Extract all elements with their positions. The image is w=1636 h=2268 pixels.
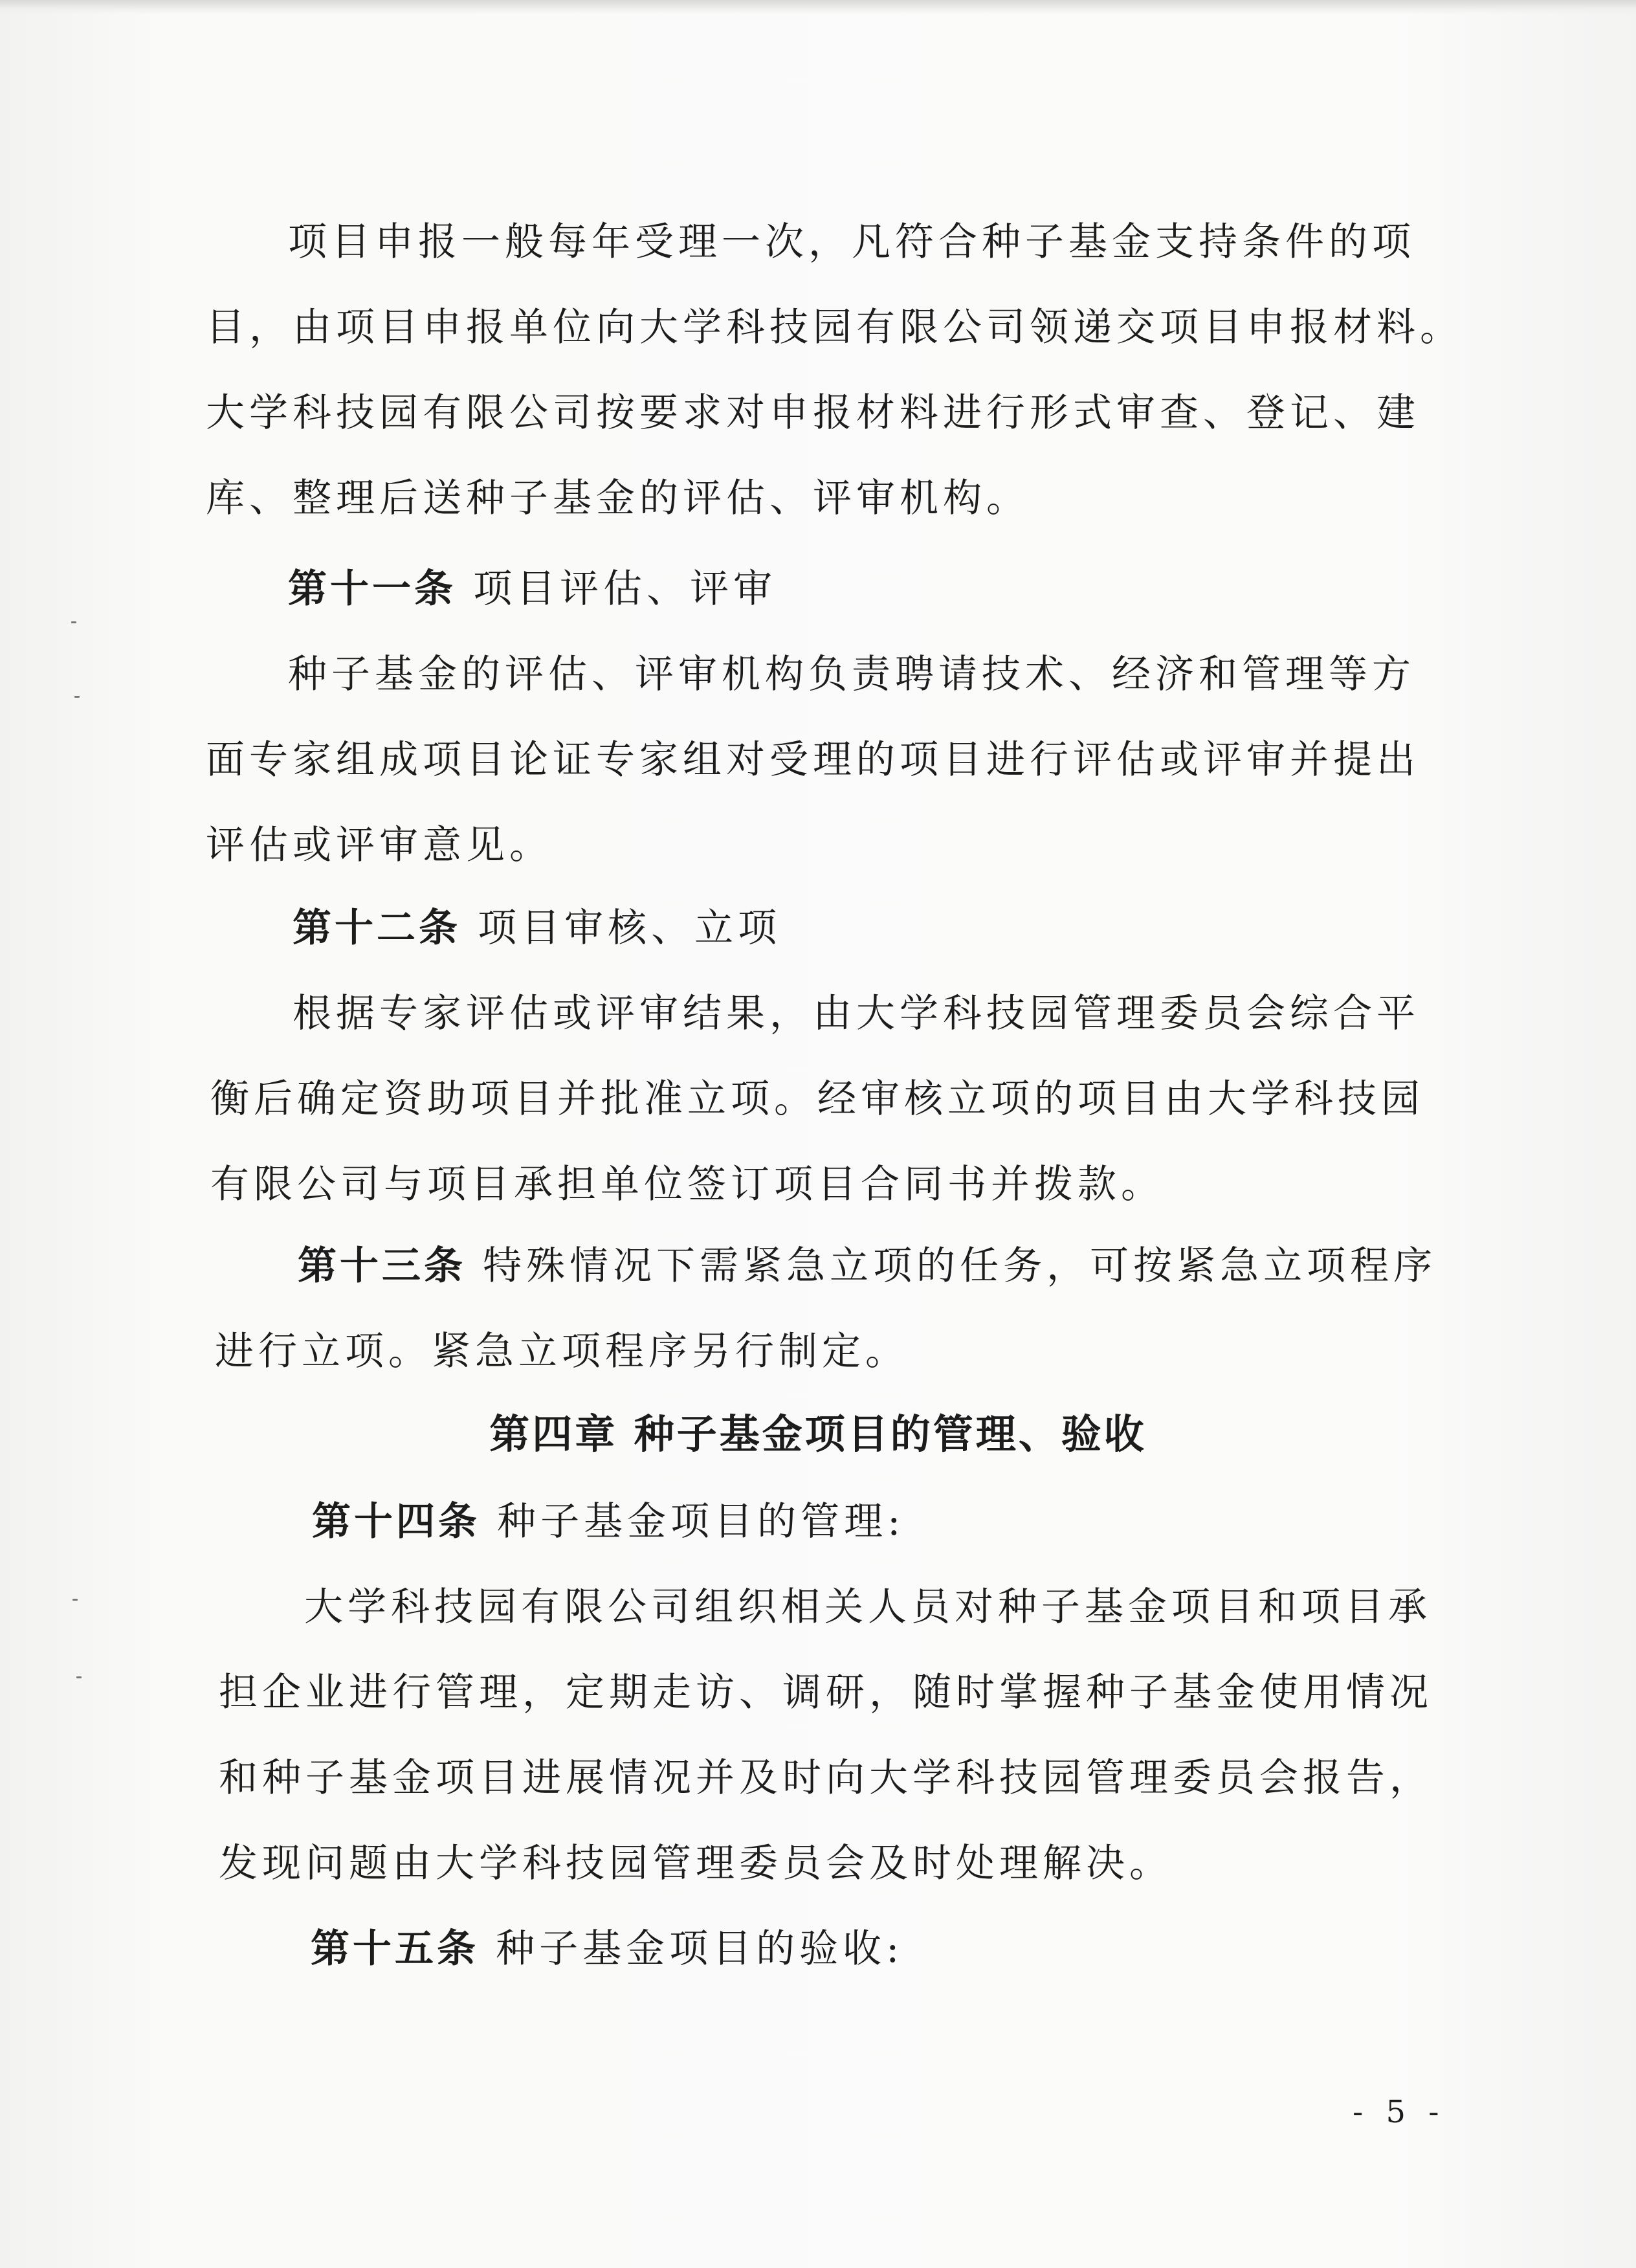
article-title: 种子基金项目的验收:: [496, 1926, 904, 1972]
paragraph-line: 进行立项。紧急立项程序另行制定。: [215, 1329, 909, 1374]
scan-mark: [74, 696, 80, 698]
paragraph-line: 衡后确定资助项目并批准立项。经审核立项的项目由大学科技园: [210, 1076, 1424, 1122]
article-11-heading: [288, 566, 777, 612]
paragraph-line: 和种子基金项目进展情况并及时向大学科技园管理委员会报告，: [219, 1755, 1433, 1801]
article-title: 项目审核、立项: [478, 906, 782, 951]
article-text: 特殊情况下需紧急立项的任务，可按紧急立项程序: [483, 1243, 1437, 1289]
article-title: 种子基金项目的管理:: [497, 1499, 905, 1544]
article-title: 项目评估、评审: [473, 566, 777, 612]
paragraph-line: 担企业进行管理，定期走访、调研，随时掌握种子基金使用情况: [219, 1670, 1433, 1715]
paragraph-line: 大学科技园有限公司按要求对申报材料进行形式审查、登记、建: [206, 390, 1420, 436]
article-12-heading: [293, 905, 781, 951]
chapter-heading: 第四章 种子基金项目的管理、验收: [489, 1410, 1147, 1458]
paragraph-line: 评估或评审意见。: [206, 823, 553, 868]
scan-mark: [71, 621, 76, 623]
scan-top-edge: [0, 0, 1636, 14]
article-label: 第十三条: [298, 1243, 466, 1289]
article-13-line: [298, 1243, 1437, 1289]
scan-mark: [72, 1599, 78, 1601]
paragraph-line: 根据专家评估或评审结果，由大学科技园管理委员会综合平: [293, 991, 1420, 1036]
article-15-heading: [311, 1926, 903, 1972]
article-label: 第十二条: [293, 906, 461, 951]
page-number: - 5 -: [1353, 2094, 1446, 2130]
scan-mark: [76, 1676, 82, 1678]
article-14-heading: [312, 1498, 905, 1545]
paragraph-line: 面专家组成项目论证专家组对受理的项目进行评估或评审并提出: [206, 737, 1420, 783]
article-label: 第十一条: [288, 566, 456, 612]
paragraph-line: 种子基金的评估、评审机构负责聘请技术、经济和管理等方: [288, 652, 1415, 697]
article-label: 第十四条: [312, 1499, 480, 1544]
paragraph-line: 目，由项目申报单位向大学科技园有限公司领递交项目申报材料。: [206, 305, 1463, 350]
paragraph-line: 大学科技园有限公司组织相关人员对种子基金项目和项目承: [304, 1584, 1432, 1630]
article-label: 第十五条: [311, 1926, 479, 1972]
paragraph-line: 库、整理后送种子基金的评估、评审机构。: [206, 476, 1030, 521]
paragraph-line: 项目申报一般每年受理一次，凡符合种子基金支持条件的项: [288, 219, 1415, 265]
paragraph-line: 有限公司与项目承担单位签订项目合同书并拨款。: [210, 1162, 1164, 1207]
paragraph-line: 发现问题由大学科技园管理委员会及时处理解决。: [219, 1841, 1173, 1886]
